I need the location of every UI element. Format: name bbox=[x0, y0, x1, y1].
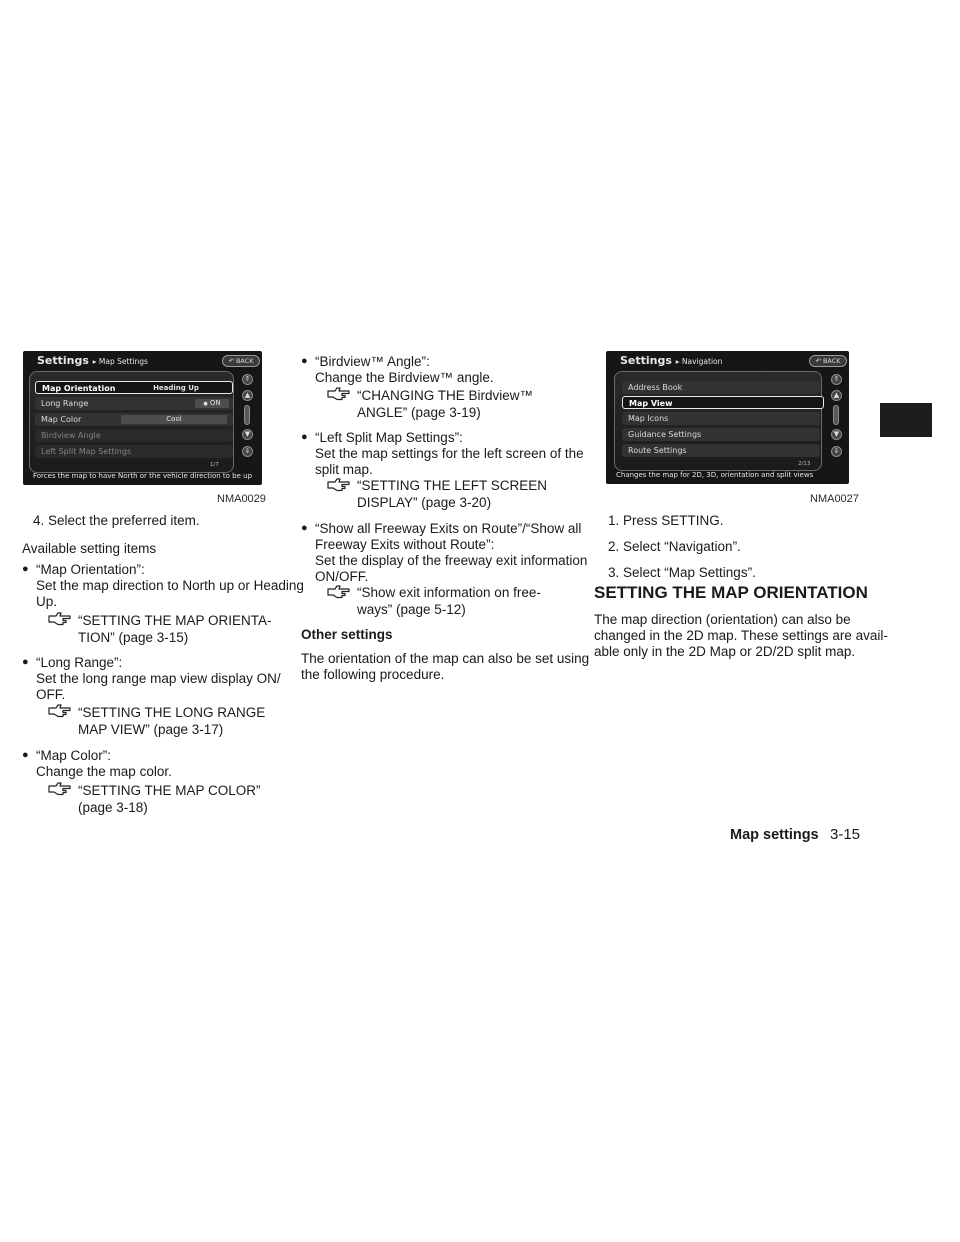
available-heading: Available setting items bbox=[22, 541, 157, 556]
other-settings-text: The orientation of the map can also be set using bbox=[301, 651, 590, 666]
item-desc: Set the display of the freeway exit information bbox=[315, 553, 588, 568]
bullet-icon: ● bbox=[22, 749, 29, 761]
reference-text: MAP VIEW” (page 3-17) bbox=[78, 722, 224, 737]
step-2: 2. Select “Navigation”. bbox=[608, 539, 741, 554]
other-settings-heading: Other settings bbox=[301, 627, 393, 642]
row-birdview-angle: Birdview Angle bbox=[35, 429, 233, 442]
figure-caption-left: NMA0029 bbox=[217, 493, 266, 505]
scroll-up-icon: ▲ bbox=[242, 390, 253, 401]
reference-text: TION” (page 3-15) bbox=[78, 630, 189, 645]
item-title: “Left Split Map Settings”: bbox=[315, 430, 463, 445]
row-map-orientation: Map Orientation Heading Up bbox=[35, 381, 233, 394]
reference-text: “Show exit information on free- bbox=[357, 585, 541, 600]
item-desc: split map. bbox=[315, 462, 373, 477]
pointing-hand-icon bbox=[48, 703, 72, 719]
reference-text: ways” (page 5-12) bbox=[357, 602, 466, 617]
page-indicator: 2/13 bbox=[798, 461, 811, 467]
reference-text: “SETTING THE MAP ORIENTA- bbox=[78, 613, 272, 628]
section-paragraph: changed in the 2D map. These settings are avail- bbox=[594, 628, 888, 643]
screenshot-map-settings bbox=[23, 351, 262, 485]
item-desc: Set the map direction to North up or Heading bbox=[36, 578, 304, 593]
back-button: ↶ BACK bbox=[809, 355, 847, 367]
reference-text: DISPLAY” (page 3-20) bbox=[357, 495, 492, 510]
row-map-icons: Map Icons bbox=[622, 412, 820, 425]
other-settings-text: the following procedure. bbox=[301, 667, 445, 682]
scrollbar-track bbox=[244, 405, 250, 425]
footer-section-title: Map settings bbox=[730, 827, 819, 843]
screen-title: Settings ▸ Map Settings bbox=[37, 354, 148, 367]
item-title: “Birdview™ Angle”: bbox=[315, 354, 430, 369]
row-guidance-settings: Guidance Settings bbox=[622, 428, 820, 441]
item-title: Freeway Exits without Route”: bbox=[315, 537, 495, 552]
bullet-icon: ● bbox=[22, 563, 29, 575]
row-long-range: Long Range ● ON bbox=[35, 397, 233, 410]
step-1: 1. Press SETTING. bbox=[608, 513, 724, 528]
screen-footer: Forces the map to have North or the vehicle direction to be up bbox=[33, 472, 253, 480]
item-desc: OFF. bbox=[36, 687, 66, 702]
pointing-hand-icon bbox=[48, 781, 72, 797]
bullet-icon: ● bbox=[301, 355, 308, 367]
bullet-icon: ● bbox=[22, 656, 29, 668]
footer-page-number: 3-15 bbox=[830, 826, 861, 843]
scroll-down-icon: ▼ bbox=[831, 429, 842, 440]
figure-caption-right: NMA0027 bbox=[810, 493, 859, 505]
scroll-top-icon: ⇑ bbox=[242, 374, 253, 385]
reference-text: “CHANGING THE Birdview™ bbox=[357, 388, 534, 403]
scroll-bottom-icon: ⇓ bbox=[242, 446, 253, 457]
reference-text: ANGLE” (page 3-19) bbox=[357, 405, 481, 420]
step-3: 3. Select “Map Settings”. bbox=[608, 565, 756, 580]
item-title: “Map Orientation”: bbox=[36, 562, 145, 577]
reference-text: “SETTING THE MAP COLOR” bbox=[78, 783, 261, 798]
step-4: 4. Select the preferred item. bbox=[33, 513, 200, 528]
reference-text: “SETTING THE LEFT SCREEN bbox=[357, 478, 548, 493]
scroll-down-icon: ▼ bbox=[242, 429, 253, 440]
scroll-bottom-icon: ⇓ bbox=[831, 446, 842, 457]
item-title: “Show all Freeway Exits on Route”/“Show all bbox=[315, 521, 582, 536]
screen-title: Settings ▸ Navigation bbox=[620, 354, 723, 367]
section-paragraph: able only in the 2D Map or 2D/2D split map. bbox=[594, 644, 856, 659]
bullet-icon: ● bbox=[301, 522, 308, 534]
row-map-view: Map View bbox=[622, 396, 824, 409]
row-address-book: Address Book bbox=[622, 381, 820, 394]
item-desc: Change the map color. bbox=[36, 764, 172, 779]
row-route-settings: Route Settings bbox=[622, 444, 820, 457]
page-indicator: 1/7 bbox=[210, 462, 219, 468]
item-desc: Set the long range map view display ON/ bbox=[36, 671, 281, 686]
pointing-hand-icon bbox=[48, 611, 72, 627]
scroll-top-icon: ⇑ bbox=[831, 374, 842, 385]
item-title: “Long Range”: bbox=[36, 655, 123, 670]
item-desc: ON/OFF. bbox=[315, 569, 369, 584]
pointing-hand-icon bbox=[327, 386, 351, 402]
chapter-tab bbox=[880, 403, 932, 437]
item-desc: Up. bbox=[36, 594, 58, 609]
scrollbar-track bbox=[833, 405, 839, 425]
screen-footer: Changes the map for 2D, 3D, orientation and split views bbox=[616, 471, 814, 479]
item-desc: Change the Birdview™ angle. bbox=[315, 370, 494, 385]
scroll-up-icon: ▲ bbox=[831, 390, 842, 401]
bullet-icon: ● bbox=[301, 431, 308, 443]
row-map-color: Map Color Cool bbox=[35, 413, 233, 426]
row-left-split: Left Split Map Settings bbox=[35, 445, 233, 458]
item-desc: Set the map settings for the left screen of the bbox=[315, 446, 584, 461]
back-button: ↶ BACK bbox=[222, 355, 260, 367]
section-paragraph: The map direction (orientation) can also be bbox=[594, 612, 851, 627]
reference-text: “SETTING THE LONG RANGE bbox=[78, 705, 266, 720]
item-title: “Map Color”: bbox=[36, 748, 112, 763]
pointing-hand-icon bbox=[327, 584, 351, 600]
reference-text: (page 3-18) bbox=[78, 800, 148, 815]
screenshot-navigation-settings bbox=[606, 351, 849, 484]
section-heading: SETTING THE MAP ORIENTATION bbox=[594, 583, 868, 602]
pointing-hand-icon bbox=[327, 477, 351, 493]
